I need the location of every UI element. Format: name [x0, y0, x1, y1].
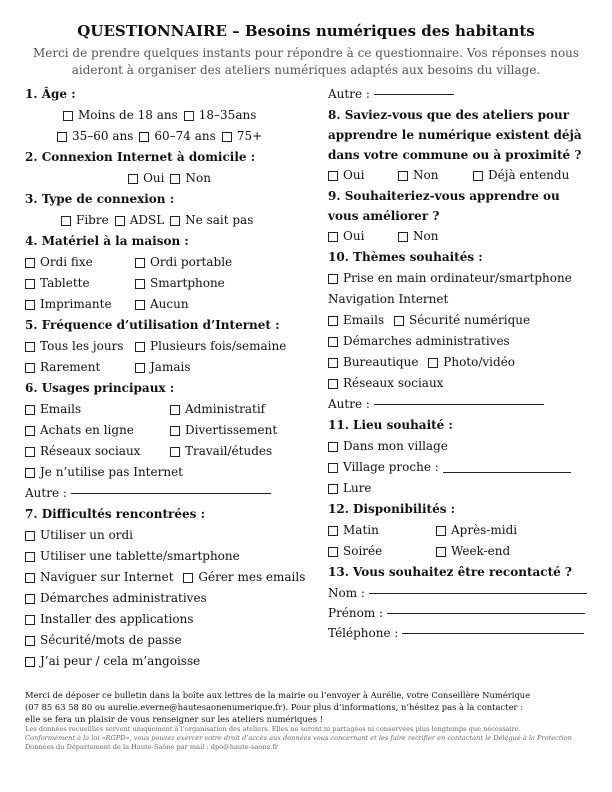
option-jamais[interactable]: Jamais	[135, 357, 279, 378]
option-theme-demarches[interactable]: Démarches administratives	[328, 331, 510, 352]
checkbox-icon[interactable]	[25, 594, 35, 604]
question-age: 1. Âge :	[25, 87, 76, 101]
option-utiliser-ordi[interactable]: Utiliser un ordi	[25, 525, 133, 546]
option-tablette[interactable]: Tablette	[25, 273, 129, 294]
checkbox-icon[interactable]	[25, 405, 35, 415]
option-divertissement[interactable]: Divertissement	[170, 420, 304, 441]
checkbox-icon[interactable]	[436, 526, 446, 536]
footer-instructions-2: (07 85 63 58 80 ou aurelie.everne@hautesaonenumerique.fr). Pour plus d’informations, n’hésitez pas à la contacter :	[25, 702, 524, 712]
option-utiliser-tablette[interactable]: Utiliser une tablette/smartphone	[25, 546, 240, 567]
checkbox-icon[interactable]	[25, 468, 35, 478]
usages-autre-field[interactable]	[71, 483, 271, 494]
nom-row: Nom :	[328, 583, 590, 603]
option-tous-les-jours[interactable]: Tous les jours	[25, 336, 129, 357]
checkbox-icon[interactable]	[63, 111, 73, 121]
question-themes: 10. Thèmes souhaités :	[328, 250, 483, 264]
option-securite-numerique[interactable]: Sécurité numérique	[394, 310, 530, 331]
page-title: QUESTIONNAIRE – Besoins numériques des habitants	[77, 22, 535, 40]
option-photo-video[interactable]: Photo/vidéo	[428, 352, 515, 373]
option-age-60-74[interactable]: 60–74 ans	[139, 126, 215, 147]
checkbox-icon[interactable]	[436, 547, 446, 557]
option-age-under-18[interactable]: Moins de 18 ans	[63, 105, 178, 126]
checkbox-icon[interactable]	[398, 171, 408, 181]
option-connu-oui[interactable]: Oui	[328, 165, 392, 186]
footer-instructions-3: elle se fera un plaisir de vous renseigner sur les ateliers numériques !	[25, 714, 324, 724]
footer-legal-2: Conformément à la loi «RGPD», vous pouvez exercer votre droit d’accès aux données vous concernant et les faire rectifier en contactant le Délégué à la Protection	[25, 734, 572, 742]
option-demarches[interactable]: Démarches administratives	[25, 588, 207, 609]
option-connu-non[interactable]: Non	[398, 165, 467, 186]
checkbox-icon[interactable]	[25, 300, 35, 310]
checkbox-icon[interactable]	[328, 274, 338, 284]
question-apprendre: 9. Souhaiteriez-vous apprendre ou vous améliorer ?	[328, 189, 560, 223]
option-naviguer[interactable]: Naviguer sur Internet	[25, 567, 174, 588]
checkbox-icon[interactable]	[128, 174, 138, 184]
checkbox-icon[interactable]	[398, 232, 408, 242]
footer	[25, 689, 585, 752]
option-age-35-60[interactable]: 35–60 ans	[57, 126, 133, 147]
checkbox-icon[interactable]	[170, 216, 180, 226]
checkbox-icon[interactable]	[135, 363, 145, 373]
checkbox-icon[interactable]	[135, 258, 145, 268]
option-village-proche[interactable]: Village proche :	[328, 457, 571, 478]
checkbox-icon[interactable]	[25, 636, 35, 646]
option-theme-reseaux[interactable]: Réseaux sociaux	[328, 373, 443, 394]
option-apprendre-oui[interactable]: Oui	[328, 226, 392, 247]
footer-legal-1: Les données recueillies servent uniquement à l’organisation des ateliers. Elles ne seront ni partagées ni conservées plus longtemps que nécessaire.	[25, 725, 521, 733]
checkbox-icon[interactable]	[328, 232, 338, 242]
checkbox-icon[interactable]	[428, 358, 438, 368]
option-apres-midi[interactable]: Après-midi	[436, 520, 580, 541]
option-age-18-35[interactable]: 18–35ans	[184, 105, 257, 126]
themes-autre: Autre :	[328, 394, 590, 415]
checkbox-icon[interactable]	[115, 216, 125, 226]
checkbox-icon[interactable]	[328, 379, 338, 389]
option-ne-sait-pas[interactable]: Ne sait pas	[170, 210, 253, 231]
checkbox-icon[interactable]	[328, 171, 338, 181]
option-peur[interactable]: J’ai peur / cela m’angoisse	[25, 651, 200, 672]
option-ordi-portable[interactable]: Ordi portable	[135, 252, 279, 273]
checkbox-icon[interactable]	[25, 573, 35, 583]
checkbox-icon[interactable]	[328, 463, 338, 473]
option-navigation-internet: Navigation Internet	[328, 292, 449, 306]
checkbox-icon[interactable]	[184, 111, 194, 121]
checkbox-icon[interactable]	[25, 447, 35, 457]
checkbox-icon[interactable]	[170, 405, 180, 415]
option-soiree[interactable]: Soirée	[328, 541, 430, 562]
prenom-field[interactable]	[387, 603, 585, 614]
option-securite-mdp[interactable]: Sécurité/mots de passe	[25, 630, 182, 651]
footer-instructions-1: Merci de déposer ce bulletin dans la boîte aux lettres de la mairie ou l’envoyer à Aurélie, votre Conseillère Numérique	[25, 690, 531, 700]
question-recontacte: 13. Vous souhaitez être recontacté ?	[328, 565, 572, 579]
checkbox-icon[interactable]	[61, 216, 71, 226]
option-matin[interactable]: Matin	[328, 520, 430, 541]
checkbox-icon[interactable]	[25, 531, 35, 541]
question-type-connexion: 3. Type de connexion :	[25, 192, 175, 206]
checkbox-icon[interactable]	[328, 442, 338, 452]
left-column	[25, 84, 320, 672]
option-achats-en-ligne[interactable]: Achats en ligne	[25, 420, 164, 441]
option-ordi-fixe[interactable]: Ordi fixe	[25, 252, 129, 273]
option-aucun[interactable]: Aucun	[135, 294, 279, 315]
checkbox-icon[interactable]	[328, 358, 338, 368]
checkbox-icon[interactable]	[394, 316, 404, 326]
nom-field[interactable]	[369, 583, 587, 594]
question-connexion: 2. Connexion Internet à domicile :	[25, 150, 256, 164]
checkbox-icon[interactable]	[25, 657, 35, 667]
option-plusieurs-fois[interactable]: Plusieurs fois/semaine	[135, 336, 279, 357]
checkbox-icon[interactable]	[25, 615, 35, 625]
checkbox-icon[interactable]	[328, 484, 338, 494]
checkbox-icon[interactable]	[170, 174, 180, 184]
option-connexion-oui[interactable]: Oui	[128, 168, 164, 189]
option-deja-entendu[interactable]: Déjà entendu	[473, 165, 587, 186]
usages-autre: Autre :	[25, 483, 320, 504]
question-materiel: 4. Matériel à la maison :	[25, 234, 189, 248]
checkbox-icon[interactable]	[328, 526, 338, 536]
question-disponibilites: 12. Disponibilités :	[328, 502, 456, 516]
prenom-row: Prénom :	[328, 603, 590, 623]
right-column	[328, 84, 590, 643]
option-lure[interactable]: Lure	[328, 478, 372, 499]
checkbox-icon[interactable]	[25, 258, 35, 268]
themes-autre-field[interactable]	[374, 394, 544, 405]
option-administratif[interactable]: Administratif	[170, 399, 304, 420]
telephone-field[interactable]	[402, 623, 584, 634]
checkbox-icon[interactable]	[25, 426, 35, 436]
checkbox-icon[interactable]	[135, 300, 145, 310]
option-week-end[interactable]: Week-end	[436, 541, 580, 562]
checkbox-icon[interactable]	[328, 316, 338, 326]
checkbox-icon[interactable]	[135, 279, 145, 289]
option-pas-internet[interactable]: Je n’utilise pas Internet	[25, 462, 183, 483]
option-prise-en-main[interactable]: Prise en main ordinateur/smartphone	[328, 268, 572, 289]
option-dans-mon-village[interactable]: Dans mon village	[328, 436, 448, 457]
telephone-row: Téléphone :	[328, 623, 590, 643]
question-ateliers-connus: 8. Saviez-vous que des ateliers pour apprendre le numérique existent déjà dans votre commune ou à proximité ?	[328, 108, 582, 162]
checkbox-icon[interactable]	[57, 132, 67, 142]
difficultes-autre-field[interactable]	[374, 84, 454, 95]
checkbox-icon[interactable]	[25, 279, 35, 289]
option-age-75-plus[interactable]: 75+	[222, 126, 262, 147]
checkbox-icon[interactable]	[222, 132, 232, 142]
question-lieu: 11. Lieu souhaité :	[328, 418, 453, 432]
checkbox-icon[interactable]	[25, 552, 35, 562]
intro-text: Merci de prendre quelques instants pour répondre à ce questionnaire. Vos réponses nous aideront à organiser des ateliers numériques adaptés aux besoins du village.	[32, 46, 580, 77]
option-imprimante[interactable]: Imprimante	[25, 294, 129, 315]
checkbox-icon[interactable]	[170, 426, 180, 436]
option-theme-emails[interactable]: Emails	[328, 310, 384, 331]
question-difficultes: 7. Difficultés rencontrées :	[25, 507, 205, 521]
checkbox-icon[interactable]	[183, 573, 193, 583]
option-fibre[interactable]: Fibre	[61, 210, 109, 231]
option-gerer-emails[interactable]: Gérer mes emails	[183, 567, 305, 588]
option-rarement[interactable]: Rarement	[25, 357, 129, 378]
option-installer-apps[interactable]: Installer des applications	[25, 609, 194, 630]
checkbox-icon[interactable]	[170, 447, 180, 457]
village-proche-field[interactable]	[443, 462, 571, 473]
option-emails[interactable]: Emails	[25, 399, 164, 420]
option-reseaux-sociaux[interactable]: Réseaux sociaux	[25, 441, 164, 462]
question-frequence: 5. Fréquence d’utilisation d’Internet :	[25, 318, 280, 332]
question-usages: 6. Usages principaux :	[25, 381, 175, 395]
footer-legal-3: Données du Département de la Haute-Saône par mail : dpo@haute-saone.fr	[25, 743, 279, 751]
checkbox-icon[interactable]	[139, 132, 149, 142]
checkbox-icon[interactable]	[135, 342, 145, 352]
option-apprendre-non[interactable]: Non	[398, 226, 438, 247]
difficultes-autre: Autre :	[328, 84, 590, 105]
option-connexion-non[interactable]: Non	[170, 168, 210, 189]
option-travail-etudes[interactable]: Travail/études	[170, 441, 304, 462]
option-smartphone[interactable]: Smartphone	[135, 273, 279, 294]
checkbox-icon[interactable]	[328, 337, 338, 347]
checkbox-icon[interactable]	[25, 342, 35, 352]
option-bureautique[interactable]: Bureautique	[328, 352, 418, 373]
checkbox-icon[interactable]	[25, 363, 35, 373]
option-adsl[interactable]: ADSL	[115, 210, 164, 231]
checkbox-icon[interactable]	[328, 547, 338, 557]
checkbox-icon[interactable]	[473, 171, 483, 181]
